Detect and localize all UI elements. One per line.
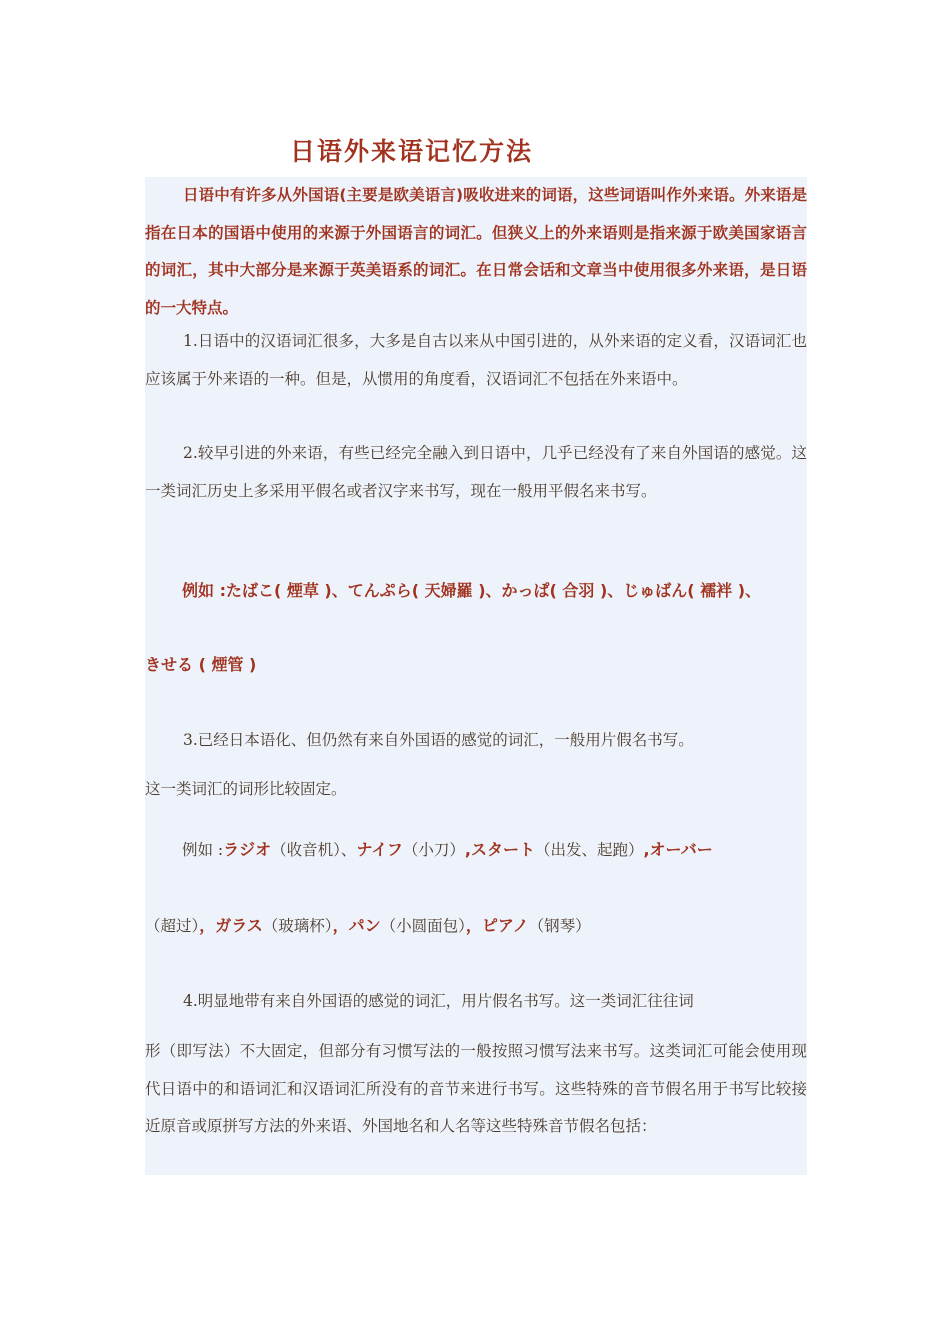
example-meaning-glass: （玻璃杯） [262,917,333,935]
example-word-knife: ナイフ [356,840,403,859]
intro-paragraph: 日语中有许多从外国语(主要是欧美语言)吸收进来的词语，这些词语叫作外来语。外来语是指在日本的国语中使用的来源于外国语言的词汇。但狭义上的外来语则是指来源于欧美国家语言的词汇，其中大部分是来源于英美语系的词汇。在日常会话和文章当中使用很多外来语，是日语的一大特点。 [145,186,807,317]
example-meaning-radio: （收音机）、 [271,841,357,859]
example-2-line-1 [182,837,844,860]
paragraph-2: 2.较早引进的外来语，有些已经完全融入到日语中，几乎已经没有了来自外国语的感觉。这一类词汇历史上多采用平假名或者汉字来书写，现在一般用平假名来书写。 [145,444,807,500]
example-meaning-over: （超过） [145,917,200,935]
example-1-line-1: 例如 :たばこ( 煙草 )、てんぷら( 天婦羅 )、かっぱ( 合羽 )、じゅばん( 襦袢 )、 [182,581,762,600]
example-meaning-pan: （小圆面包） [380,917,466,935]
example-word-glass: ，ガラス [199,916,263,935]
paragraph-4-rest: 形（即写法）不大固定，但部分有习惯写法的一般按照习惯写法来书写。这类词汇可能会使用现代日语中的和语词汇和汉语词汇所没有的音节来进行书写。这些特殊的音节假名用于书写比较接近原音或原拼写方法的外来语、外国地名和人名等这些特殊音节假名包括： [145,1042,807,1135]
example-meaning-start: （出发、起跑） [534,841,644,859]
paragraph-4-line-1: 4.明显地带有来自外国语的感觉的词汇，用片假名书写。这一类词汇往往词 [183,992,694,1010]
paragraph-3-line-2: 这一类词汇的词形比较固定。 [145,780,347,798]
example-word-over: ,オーバー [643,840,713,859]
example-word-radio: ラジオ [223,840,272,859]
example-2-line-2 [145,913,807,936]
content-block [145,177,807,1175]
document-title: 日语外来语记忆方法 [290,137,534,166]
example-meaning-knife: （小刀） [402,841,465,859]
paragraph-1: 1.日语中的汉语词汇很多，大多是自古以来从中国引进的，从外来语的定义看，汉语词汇也应该属于外来语的一种。但是，从惯用的角度看，汉语词汇不包括在外来语中。 [145,332,807,388]
example-2-lead: 例如 : [182,841,224,859]
example-meaning-piano: （钢琴） [528,917,591,935]
example-word-start: ,スタート [464,840,535,859]
example-word-pan: ，パン [332,916,381,935]
paragraph-3-line-1: 3.已经日本语化、但仍然有来自外国语的感觉的词汇，一般用片假名书写。 [183,731,694,749]
example-1-line-2: きせる ( 煙管 ) [145,655,257,674]
example-word-piano: ，ピアノ [465,916,529,935]
